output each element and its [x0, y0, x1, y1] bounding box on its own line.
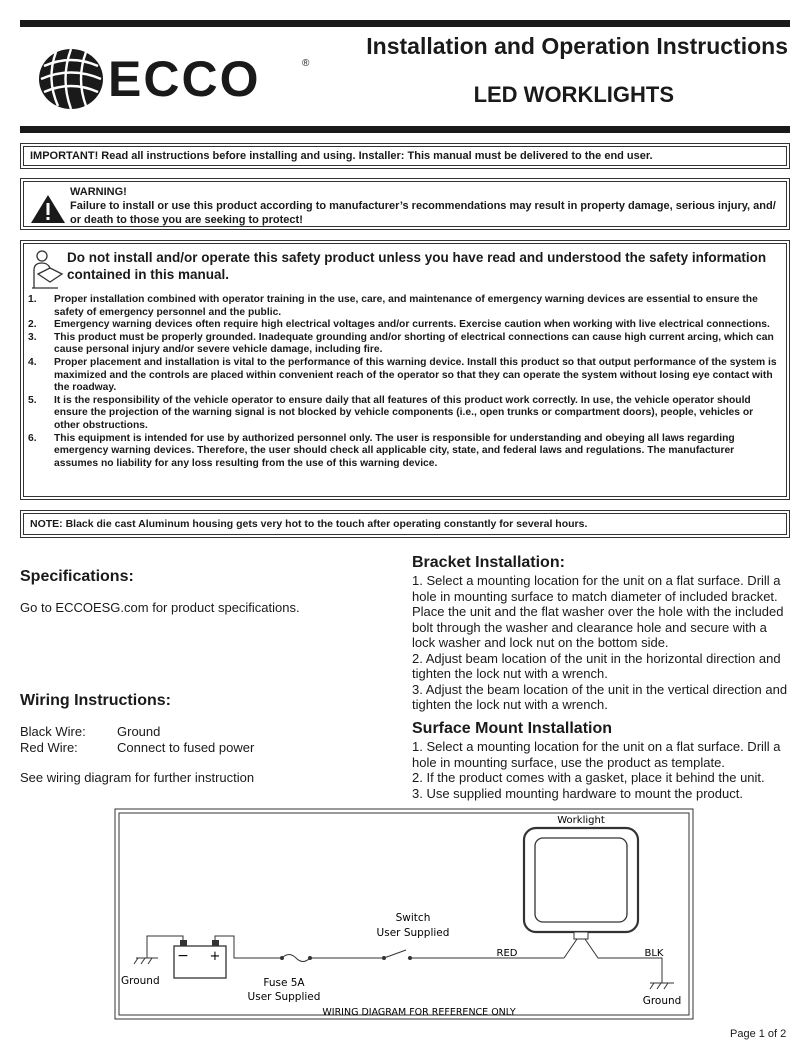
- positive-wire: [215, 936, 282, 958]
- fuse-label: Fuse 5A: [263, 977, 305, 989]
- document-title: Installation and Operation Instructions: [366, 33, 788, 59]
- surface-mount-text: 1. Select a mounting location for the unit on a flat surface. Drill a hole in mounting surface, use the product as template. 2. If the product comes with a gasket, place it behind the unit. 3. Use supplied mounting hardware to mount the product.: [412, 739, 781, 801]
- surface-mount-heading: Surface Mount Installation: [412, 720, 613, 737]
- document-subtitle: LED WORKLIGHTS: [473, 82, 674, 107]
- fuse-supplied-label: User Supplied: [247, 991, 321, 1003]
- list-item: 4. Proper placement and installation is vital to the performance of this warning device. Install this product so that output performance of the system is maximized and the controls are placed within convenient reach of the operator so that they can operate the system without losing eye contact with the roadway.: [28, 356, 777, 394]
- battery-plus: +: [209, 949, 221, 964]
- ground-right-label: Ground: [642, 995, 682, 1007]
- battery-minus: −: [177, 948, 189, 964]
- list-item: 3. This product must be properly grounded. Inadequate grounding and/or shorting of electrical connections can cause high current arcing, which can cause personal injury and/or severe vehicle damage, including fire.: [28, 331, 774, 356]
- switch-supplied-label: User Supplied: [376, 927, 450, 939]
- bracket-text: 1. Select a mounting location for the unit on a flat surface. Drill a hole in mounting surface to match diameter of included bracket. Place the unit and the flat washer over the hole with the included bolt through the washer and clearance hole and secure with a lock washer and lock nut on the bottom side. 2. Adjust beam location of the unit in the horizontal direction and tighten the lock nut with a wrench. 3. Adjust the beam location of the unit in the vertical direction and tighten the lock nut with a wrench.: [412, 573, 788, 712]
- specifications-text: Go to ECCOESG.com for product specifications.: [20, 600, 300, 615]
- header-bottom-rule: [20, 126, 790, 133]
- safety-headline: Do not install and/or operate this safety product unless you have read and understood the safety information contained in this manual.: [67, 250, 767, 282]
- safety-list: [28, 294, 780, 470]
- worklight-connector: [574, 932, 588, 939]
- note-text: NOTE: Black die cast Aluminum housing gets very hot to the touch after operating constantly for several hours.: [30, 518, 588, 530]
- warning-triangle-icon: [30, 194, 66, 224]
- red-wire-label: RED: [496, 948, 518, 959]
- battery-terminal-negative: [180, 940, 187, 946]
- wiring-heading: Wiring Instructions:: [20, 692, 171, 709]
- list-item: 2. Emergency warning devices often require high electrical voltages and/or currents. Exercise caution when working with live electrical connections.: [28, 319, 770, 331]
- brand-logo-text: ECCO: [108, 51, 261, 107]
- switch-lever: [384, 950, 406, 958]
- ecco-globe-logo-icon: [36, 44, 106, 114]
- worklight-lens: [535, 838, 627, 922]
- warning-text: Failure to install or use this product according to manufacturer’s recommendations may result in property damage, serious injury, and/ or death to those you are seeking to protect!: [70, 200, 776, 226]
- battery-terminal-positive: [212, 940, 219, 946]
- fuse-symbol: [282, 955, 310, 962]
- registered-mark: ®: [302, 58, 310, 69]
- wire-row-red: Red Wire: Connect to fused power: [20, 740, 255, 755]
- diagram-footer: WIRING DIAGRAM FOR REFERENCE ONLY: [322, 1007, 516, 1018]
- list-item: 1. Proper installation combined with operator training in the use, care, and maintenance of emergency warning devices are essential to ensure the safety of emergency personnel and the public.: [28, 294, 758, 318]
- wire-row-black: Black Wire: Ground: [20, 724, 161, 739]
- page-number: Page 1 of 2: [730, 1028, 787, 1040]
- warning-label: WARNING!: [70, 186, 127, 198]
- list-item: 5. It is the responsibility of the vehicle operator to ensure daily that all features of this product work correctly. In use, the vehicle operator should ensure the projection of the warning signal is not blocked by vehicle components (i.e., open trunks or compartment doors), people, vehicles or other obstructions.: [28, 394, 754, 431]
- worklight-housing: [524, 828, 638, 932]
- bracket-heading: Bracket Installation:: [412, 554, 565, 571]
- ground-left-label: Ground: [121, 975, 160, 987]
- wiring-diagram: [114, 808, 694, 1020]
- wiring-see-text: See wiring diagram for further instruction: [20, 770, 255, 785]
- blk-wire-label: BLK: [644, 948, 664, 959]
- read-manual-icon: [28, 248, 66, 292]
- worklight-label: Worklight: [557, 815, 605, 826]
- important-notice: IMPORTANT! Read all instructions before installing and using. Installer: This manual must be delivered to the end user.: [30, 150, 653, 162]
- blk-wire: [585, 939, 662, 983]
- switch-label: Switch: [395, 912, 431, 924]
- list-item: 6. This equipment is intended for use by authorized personnel only. The user is responsible for understanding and obeying all laws regarding emergency warning devices. Therefore, the user should check all applicable city, state, and federal laws and regulations. The manufacturer assumes no liability for any loss resulting from the use of this warning device.: [28, 432, 735, 469]
- top-rule: [20, 20, 790, 27]
- specifications-heading: Specifications:: [20, 568, 134, 585]
